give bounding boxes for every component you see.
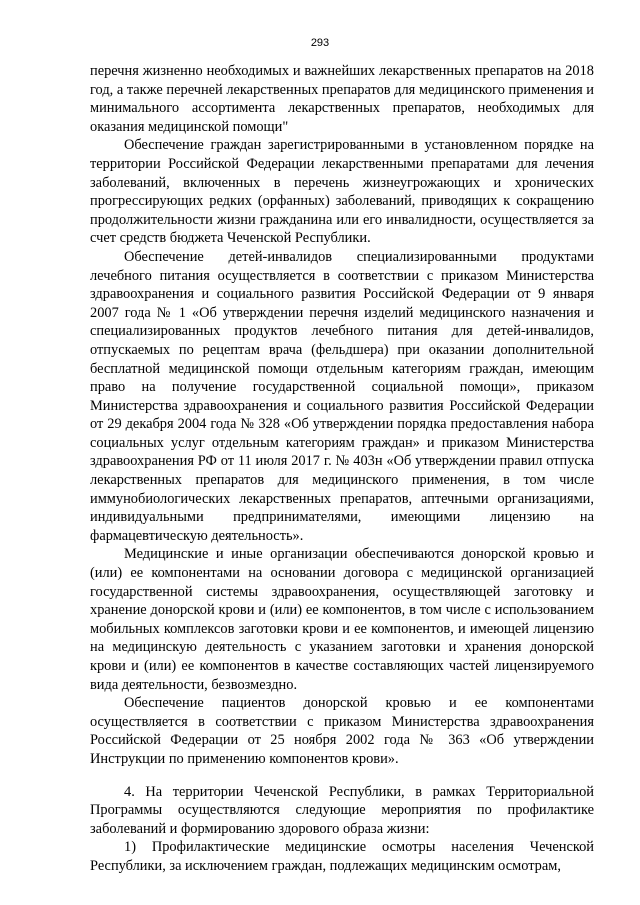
page-number: 293: [310, 37, 330, 49]
paragraph-donor-blood-supply: Медицинские и иные организации обеспечиваются донорской кровью и (или) ее компонентами на основании договора с медицинской организацией государственной системы здравоохранения, осуществляющей заготовку и хранение донорской крови и (или) ее компонентов, в том числе с использованием мобильных комплексов заготовки крови и ее компонентов, и имеющей лицензию на медицинскую деятельность с указанием заготовки и хранения донорской крови и (или) ее компонентов в качестве составляющих частей лицензируемого вида деятельности, безвозмездно.: [90, 546, 594, 693]
paragraph-donor-blood-patients: Обеспечение пациентов донорской кровью и ее компонентами осуществляется в соответствии с приказом Министерства здравоохранения Российской Федерации от 25 ноября 2002 года № 363 «Об утверждении Инструкции по применению компонентов крови».: [90, 695, 594, 767]
document-body: [90, 62, 594, 876]
paragraph-continuation: перечня жизненно необходимых и важнейших лекарственных препаратов на 2018 год, а также перечней лекарственных препаратов для медицинского применения и минимального ассортимента лекарственных препаратов, необходимых для оказания медицинской помощи": [90, 63, 595, 135]
paragraph-children-nutrition: Обеспечение детей-инвалидов специализированными продуктами лечебного питания осуществляется в соответствии с приказом Министерства здравоохранения и социального развития Российской Федерации от 9 января 2007 года № 1 «Об утверждении перечня изделий медицинского назначения и специализированных продуктов лечебного питания для детей-инвалидов, отпускаемых по рецептам врача (фельдшера) при оказании дополнительной бесплатной медицинской помощи отдельным категориям граждан, имеющим право на получение государственной социальной помощи», приказом Министерства здравоохранения и социального развития Российской Федерации от 29 декабря 2004 года № 328 «Об утверждении порядка предоставления набора социальных услуг отдельным категориям граждан» и приказом Министерства здравоохранения РФ от 11 июля 2017 г. № 403н «Об утверждении правил отпуска лекарственных препаратов для медицинского применения, в том числе иммунобиологических лекарственных препаратов, аптечными организациями, индивидуальными предпринимателями, имеющими лицензию на фармацевтическую деятельность».: [90, 248, 594, 544]
paragraph-item-1: 1) Профилактические медицинские осмотры населения Чеченской Республики, за исключением граждан, подлежащих медицинским осмотрам,: [90, 839, 594, 874]
paragraph-section-4: 4. На территории Чеченской Республики, в рамках Территориальной Программы осуществляются следующие мероприятия по профилактике заболеваний и формированию здорового образа жизни:: [90, 783, 594, 837]
paragraph-orphan-diseases: Обеспечение граждан зарегистрированными в установленном порядке на территории Российской Федерации лекарственными препаратами для лечения заболеваний, включенных в перечень жизнеугрожающих и хронических прогрессирующих редких (орфанных) заболеваний, приводящих к сокращению продолжительности жизни гражданина или его инвалидности, осуществляется за счет средств бюджета Чеченской Республики.: [90, 137, 594, 247]
